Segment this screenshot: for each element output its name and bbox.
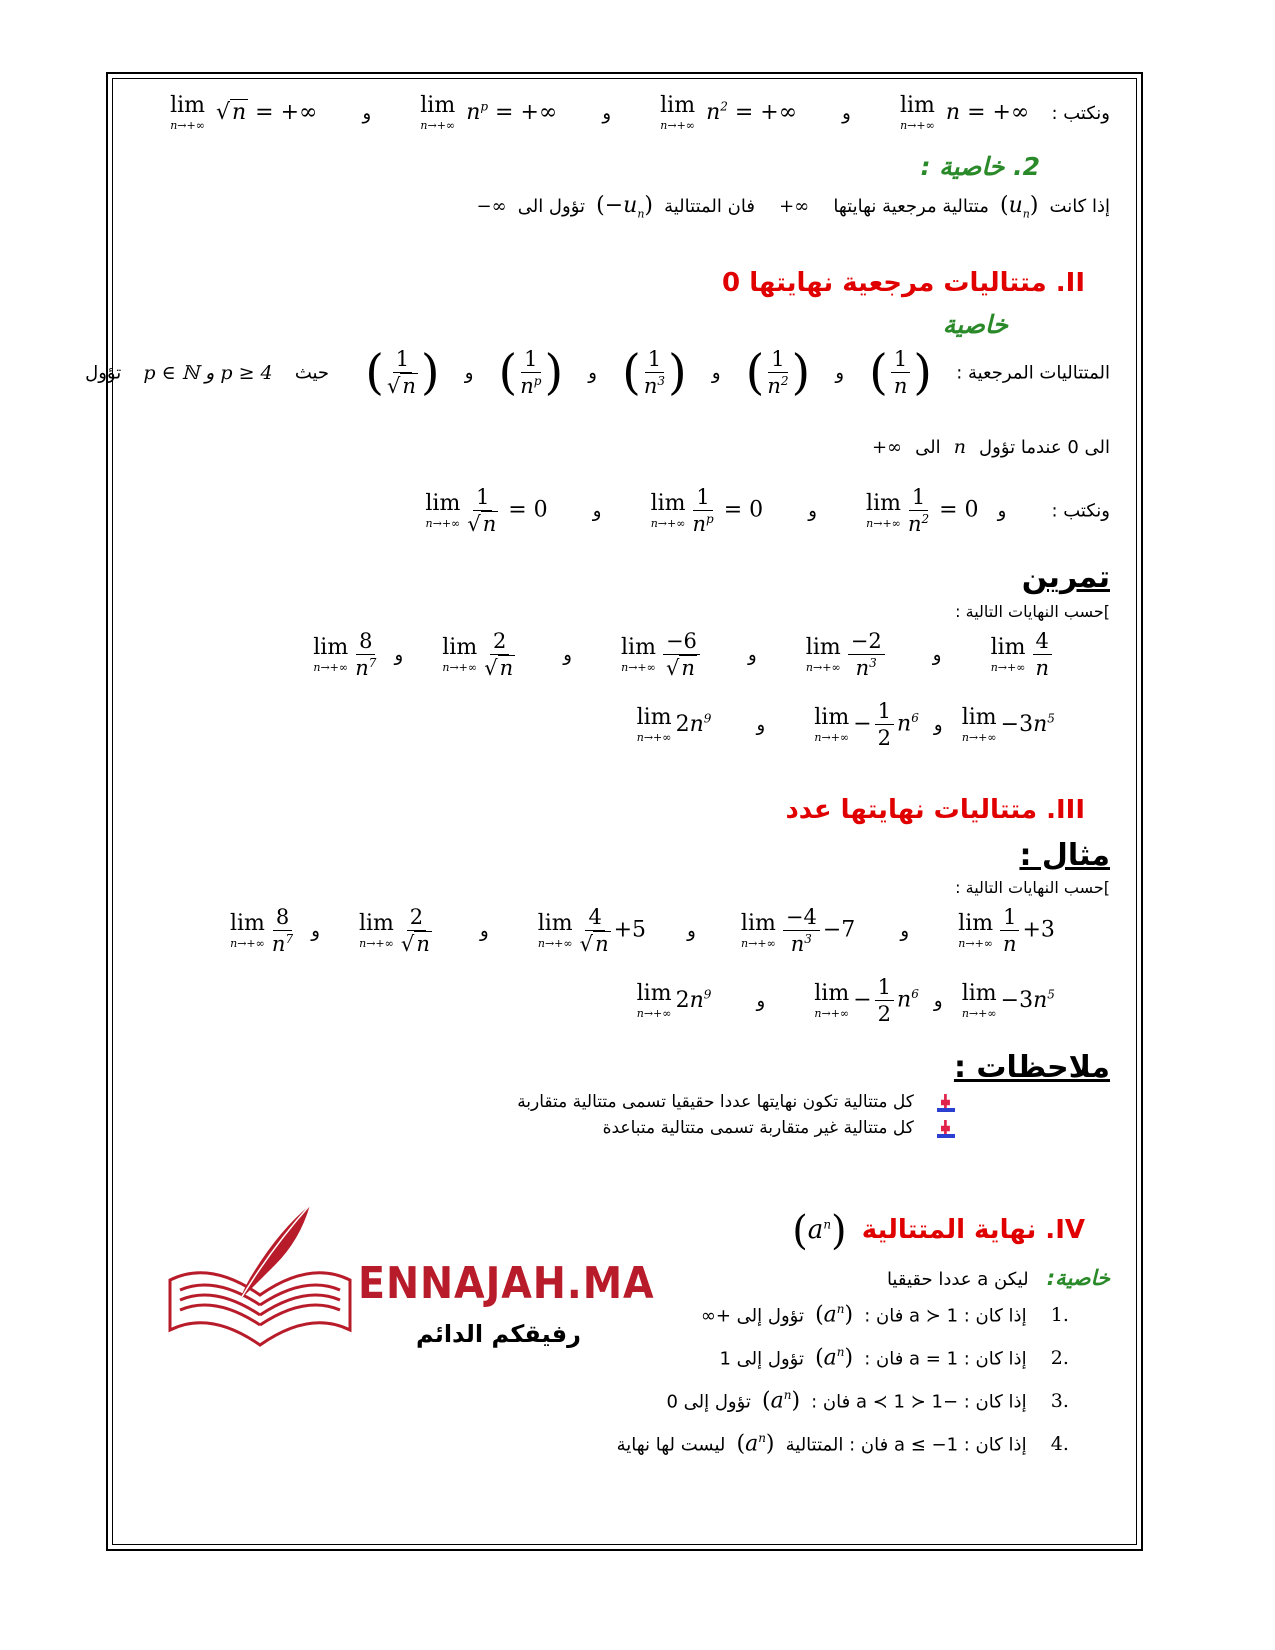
example-title bbox=[150, 838, 1110, 873]
and-word: و bbox=[756, 714, 766, 736]
where-word: حيث bbox=[294, 362, 330, 384]
logo-slogan: رفيقكم الدائم bbox=[416, 1320, 581, 1348]
exercise-instruction-text: ]حسب النهايات التالية : bbox=[955, 602, 1110, 621]
exm-lim-4-sqrt-plus5: lim n→+∞ $\frac{4}{√n}$ +5 bbox=[537, 905, 647, 957]
and-word: و bbox=[933, 990, 943, 1012]
exm-lim-2n9: lim n→+∞ $2n^9$ bbox=[636, 980, 712, 1020]
notes-item-2 bbox=[150, 1118, 1110, 1138]
notes-item-1 bbox=[150, 1092, 1110, 1112]
case-condition: إذا كان : −1 ≺ a ≺ 1 فان : bbox=[811, 1391, 1027, 1413]
naktub-label: ونكتب : bbox=[1051, 500, 1110, 522]
exm-lim-2-sqrt: lim n→+∞ $\frac{2}{√n}$ bbox=[358, 905, 430, 957]
tend-word: تؤول bbox=[85, 362, 122, 384]
lim-1-n2: lim n→+∞ $\frac{1}{n^2}$ = 0 bbox=[866, 485, 979, 537]
exercise-line-2 bbox=[150, 700, 1110, 749]
an-symbol: $(a^n)$ bbox=[792, 1208, 847, 1254]
case-4 bbox=[150, 1431, 1110, 1456]
exercise-heading: تمرين bbox=[1021, 560, 1110, 595]
book-feather-logo-icon bbox=[160, 1200, 360, 1360]
to-word: الى bbox=[915, 437, 941, 458]
property-2-title bbox=[150, 152, 1110, 181]
section-4-heading: IV. نهاية المتتالية bbox=[861, 1215, 1085, 1245]
and-word: و bbox=[464, 362, 474, 384]
lim-sqrt-n: lim n→+∞ √n = +∞ bbox=[170, 93, 318, 132]
note-text: كل متتالية تكون نهايتها عددا حقيقيا تسمى متتالية متقاربة bbox=[517, 1092, 914, 1112]
section-4-property-label: خاصية: bbox=[1046, 1266, 1110, 1290]
an-symbol: $(a^n)$ bbox=[736, 1431, 775, 1457]
seq-1-sqrt-n: ( $\frac{1}{√n}$ ) bbox=[365, 344, 440, 401]
prop2-plus-inf: +∞ bbox=[779, 196, 810, 217]
prop2-then: فان المتتالية bbox=[664, 196, 755, 217]
exercise-line-1 bbox=[150, 630, 1110, 679]
and-word: و bbox=[311, 920, 320, 942]
and-word: و bbox=[602, 103, 612, 124]
example-line-1 bbox=[150, 906, 1110, 955]
ex-lim-m3n5: lim n→+∞ $-3n^5$ bbox=[961, 704, 1055, 744]
ref-sequences-label: المتتاليات المرجعية : bbox=[956, 362, 1110, 384]
and-word: و bbox=[592, 500, 602, 522]
and-word: و bbox=[563, 644, 572, 666]
section-3-heading: III. متتاليات نهايتها عدد bbox=[785, 795, 1085, 825]
seq-1-n: ( $\frac{1}{n}$ ) bbox=[869, 344, 932, 401]
and-word: و bbox=[394, 644, 404, 666]
case-number: 2. bbox=[1050, 1347, 1069, 1370]
ex-lim-half-n6: lim n→+∞ − $\frac{1}{2}$ $n^6$ bbox=[814, 699, 919, 751]
and-word: و bbox=[362, 103, 372, 124]
exm-lim-m4-n3-minus7: lim n→+∞ $\frac{-4}{n^3}$ −7 bbox=[740, 905, 856, 957]
seq-1-n2: ( $\frac{1}{n^2}$ ) bbox=[745, 344, 811, 401]
exm-lim-m3n5: lim n→+∞ $-3n^5$ bbox=[961, 980, 1055, 1020]
ex-lim-2-sqrt: lim n→+∞ $\frac{2}{√n}$ bbox=[442, 629, 514, 681]
lim-n: lim n→+∞ n = +∞ bbox=[899, 93, 1030, 132]
and-word: و bbox=[933, 714, 943, 736]
section-2-title bbox=[150, 268, 1085, 298]
and-word: و bbox=[756, 990, 766, 1012]
and-word: و bbox=[835, 362, 845, 384]
case-number: 3. bbox=[1050, 1390, 1069, 1413]
ref-limits-infinity bbox=[150, 95, 1110, 131]
plus-inf: +∞ bbox=[871, 437, 903, 458]
logo-wordmark: ENNAJAH.MA bbox=[358, 1258, 655, 1309]
case-result: تؤول إلى 0 bbox=[666, 1391, 751, 1413]
and-word: و bbox=[842, 103, 851, 124]
case-condition: إذا كان : a = 1 فان : bbox=[864, 1348, 1027, 1370]
section-3-title bbox=[150, 795, 1085, 825]
case-condition: إذا كان : a ≻ 1 فان : bbox=[864, 1305, 1027, 1327]
example-instruction bbox=[150, 878, 1110, 897]
prop2-minus-inf: −∞ bbox=[476, 196, 507, 217]
prop2-ref: متتالية مرجعية نهايتها bbox=[833, 196, 989, 217]
seq-1-n3: ( $\frac{1}{n^3}$ ) bbox=[622, 344, 687, 401]
and-word: و bbox=[932, 644, 942, 666]
property-2-heading: 2. خاصية : bbox=[920, 152, 1040, 181]
ex-lim-m2-n3: lim n→+∞ $\frac{-2}{n^3}$ bbox=[802, 630, 888, 679]
lim-np: lim n→+∞ $n^p$ = +∞ bbox=[420, 93, 558, 132]
case-3 bbox=[150, 1388, 1110, 1413]
case-number: 1. bbox=[1050, 1304, 1069, 1327]
case-result: تؤول إلى +∞ bbox=[700, 1305, 804, 1327]
and-word: و bbox=[479, 920, 489, 942]
example-instruction-text: ]حسب النهايات التالية : bbox=[955, 878, 1110, 897]
exm-lim-half-n6: lim n→+∞ − $\frac{1}{2}$ $n^6$ bbox=[814, 975, 919, 1027]
un-symbol: $(u_n)$ bbox=[999, 193, 1039, 221]
seq-1-np: ( $\frac{1}{n^p}$ ) bbox=[498, 344, 564, 401]
example-heading: مثال : bbox=[1019, 838, 1110, 873]
lim-1-sqrt-n: lim n→+∞ $\frac{1}{√n}$ = 0 bbox=[425, 485, 548, 537]
and-word: و bbox=[588, 362, 597, 384]
example-line-2 bbox=[150, 976, 1110, 1025]
property-2-text bbox=[150, 193, 1110, 220]
an-symbol: $(a^n)$ bbox=[815, 1345, 854, 1371]
case-condition: إذا كان : a ≤ −1 فان : المتتالية bbox=[785, 1434, 1027, 1456]
prop2-if: إذا كانت bbox=[1049, 196, 1110, 217]
ref-sequences-line2 bbox=[150, 436, 1110, 458]
ex-lim-4-n: lim n→+∞ $\frac{4}{n}$ bbox=[987, 630, 1055, 679]
and-word: و bbox=[808, 500, 817, 522]
prop2-tends: تؤول الى bbox=[517, 196, 586, 217]
case-result: ليست لها نهاية bbox=[616, 1434, 726, 1456]
bullet-cross-icon bbox=[937, 1120, 955, 1138]
an-symbol: $(a^n)$ bbox=[762, 1388, 801, 1414]
and-word: و bbox=[900, 920, 910, 942]
note-text: كل متتالية غير متقاربة تسمى متتالية متباعدة bbox=[602, 1118, 914, 1138]
ref-limits-zero bbox=[150, 486, 1110, 535]
and-word: و bbox=[711, 362, 721, 384]
section-4-property-text: ليكن a عددا حقيقيا bbox=[886, 1269, 1029, 1290]
ex-lim-8-n7: lim n→+∞ $\frac{8}{n^7}$ bbox=[313, 629, 377, 681]
section-2-subtitle bbox=[150, 310, 1110, 339]
neg-un-symbol: $(-u_n)$ bbox=[596, 193, 653, 221]
exercise-instruction bbox=[150, 602, 1110, 621]
case-number: 4. bbox=[1050, 1433, 1069, 1456]
bullet-cross-icon bbox=[937, 1094, 955, 1112]
ex-lim-m6-sqrt: lim n→+∞ $\frac{-6}{√n}$ bbox=[617, 630, 703, 679]
section-2-heading: II. متتاليات مرجعية نهايتها 0 bbox=[722, 268, 1085, 298]
notes-heading: ملاحظات : bbox=[953, 1050, 1110, 1085]
var-n: n bbox=[953, 436, 966, 458]
and-word: و bbox=[687, 920, 696, 942]
to-zero-when: الى 0 عندما تؤول bbox=[979, 437, 1110, 458]
lim-1-np: lim n→+∞ $\frac{1}{n^p}$ = 0 bbox=[650, 485, 764, 537]
an-symbol: $(a^n)$ bbox=[815, 1302, 854, 1328]
ref-sequences-line bbox=[85, 344, 1110, 401]
ex-lim-2n9: lim n→+∞ $2n^9$ bbox=[636, 704, 712, 744]
notes-title bbox=[150, 1050, 1110, 1085]
condition-p: p ∈ ℕ و p ≥ 4 bbox=[143, 361, 273, 384]
case-result: تؤول إلى 1 bbox=[719, 1348, 804, 1370]
and-word: و bbox=[748, 644, 757, 666]
lim-n2: lim n→+∞ $n^2$ = +∞ bbox=[660, 93, 798, 132]
section-2-property: خاصية bbox=[942, 310, 1008, 339]
exercise-title bbox=[150, 560, 1110, 595]
exm-lim-1-n-plus3: lim n→+∞ $\frac{1}{n}$ +3 bbox=[958, 905, 1055, 957]
exm-lim-8-n7: lim n→+∞ $\frac{8}{n^7}$ bbox=[229, 905, 294, 957]
and-word: و bbox=[997, 500, 1007, 522]
naktub-label: ونكتب : bbox=[1051, 103, 1110, 124]
